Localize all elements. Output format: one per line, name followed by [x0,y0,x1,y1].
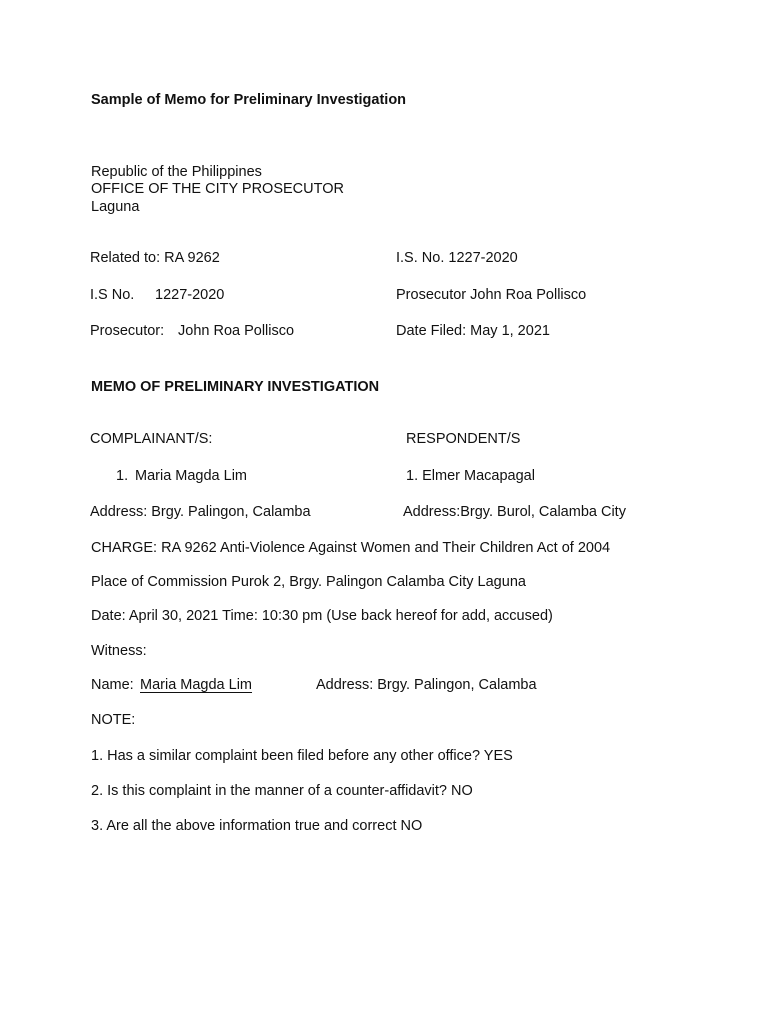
witness-name-label: Name: [91,677,134,693]
prosecutor-value: John Roa Pollisco [178,323,295,339]
related-to: Related to: RA 9262 [90,250,220,266]
complainant-address: Address: Brgy. Palingon, Calamba [90,504,311,520]
date-filed: Date Filed: May 1, 2021 [396,323,550,339]
header-republic: Republic of the Philippines [91,164,262,180]
date-time-line: Date: April 30, 2021 Time: 10:30 pm (Use back hereof for add, accused) [91,608,553,624]
complainant-number: 1. [116,468,129,484]
is-number-value: 1227-2020 [155,287,225,303]
respondent-heading: RESPONDENT/S [406,431,521,447]
complainant-name: Maria Magda Lim [135,468,248,484]
note-item-1: 1. Has a similar complaint been filed before any other office? YES [91,748,513,764]
respondent-address: Address:Brgy. Burol, Calamba City [403,504,626,520]
note-item-3: 3. Are all the above information true and correct NO [91,818,423,834]
prosecutor-label: Prosecutor: [90,323,165,339]
respondent-item: 1. Elmer Macapagal [406,468,535,484]
prosecutor-right: Prosecutor John Roa Pollisco [396,287,587,303]
witness-name-value: Maria Magda Lim [140,677,253,693]
note-item-2: 2. Is this complaint in the manner of a counter-affidavit? NO [91,783,473,799]
header-office: OFFICE OF THE CITY PROSECUTOR [91,181,344,197]
complainant-heading: COMPLAINANT/S: [90,431,213,447]
place-of-commission: Place of Commission Purok 2, Brgy. Palingon Calamba City Laguna [91,574,526,590]
memo-heading: MEMO OF PRELIMINARY INVESTIGATION [91,379,380,395]
witness-heading: Witness: [91,643,147,659]
header-location: Laguna [91,199,140,215]
is-number-label: I.S No. [90,287,135,303]
note-heading: NOTE: [91,712,136,728]
document-title: Sample of Memo for Preliminary Investigation [91,92,407,108]
is-number-right: I.S. No. 1227-2020 [396,250,518,266]
witness-address: Address: Brgy. Palingon, Calamba [316,677,537,693]
charge-line: CHARGE: RA 9262 Anti-Violence Against Women and Their Children Act of 2004 [91,540,611,556]
